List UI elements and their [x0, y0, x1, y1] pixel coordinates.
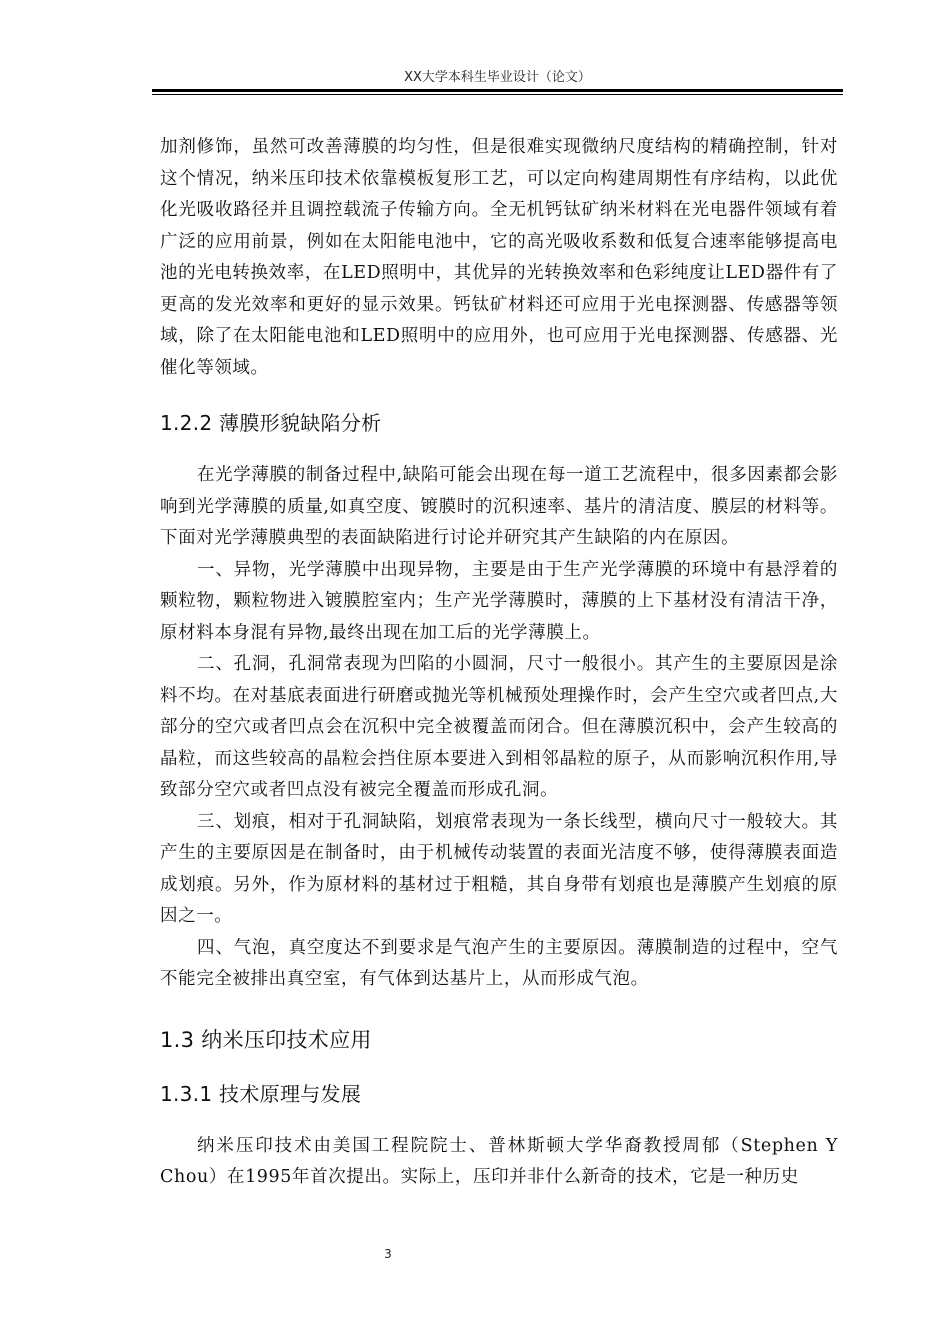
body-paragraph: 纳米压印技术由美国工程院院士、普林斯顿大学华裔教授周郁（Stephen Y Chou）在1995年首次提出。实际上，压印并非什么新奇的技术，它是一种历史	[160, 1135, 838, 1187]
body-paragraph: 二、孔洞，孔洞常表现为凹陷的小圆洞，尺寸一般很小。其产生的主要原因是涂料不均。在对基底表面进行研磨或抛光等机械预处理操作时，会产生空穴或者凹点,大部分的空穴或者凹点会在沉积中完全被覆盖而闭合。但在薄膜沉积中，会产生较高的晶粒，而这些较高的晶粒会挡住原本要进入到相邻晶粒的原子，从而影响沉积作用,导致部分空穴或者凹点没有被完全覆盖而形成孔洞。	[160, 654, 838, 800]
body-paragraph: 三、划痕，相对于孔洞缺陷，划痕常表现为一条长线型，横向尺寸一般较大。其产生的主要原因是在制备时，由于机械传动装置的表面光洁度不够，使得薄膜表面造成划痕。另外，作为原材料的基材过于粗糙，其自身带有划痕也是薄膜产生划痕的原因之一。	[160, 811, 838, 926]
running-header: XX大学本科生毕业设计（论文）	[404, 70, 591, 85]
body-paragraph: 在光学薄膜的制备过程中,缺陷可能会出现在每一道工艺流程中，很多因素都会影响到光学薄膜的质量,如真空度、镀膜时的沉积速率、基片的清洁度、膜层的材料等。下面对光学薄膜典型的表面缺陷进行讨论并研究其产生缺陷的内在原因。	[160, 465, 838, 548]
body-paragraph: 一、异物，光学薄膜中出现异物，主要是由于生产光学薄膜的环境中有悬浮着的颗粒物，颗粒物进入镀膜腔室内；生产光学薄膜时，薄膜的上下基材没有清洁干净，原材料本身混有异物,最终出现在加工后的光学薄膜上。	[160, 559, 838, 643]
section-1-2-2-heading: 1.2.2 薄膜形貌缺陷分析	[160, 411, 382, 435]
page-number: 3	[384, 1247, 392, 1261]
header-rule-thick	[152, 89, 843, 92]
intro-paragraph: 加剂修饰，虽然可改善薄膜的均匀性，但是很难实现微纳尺度结构的精确控制，针对这个情况，纳米压印技术依靠模板复形工艺，可以定向构建周期性有序结构，以此优化光吸收路径并且调控载流子传输方向。全无机钙钛矿纳米材料在光电器件领域有着广泛的应用前景，例如在太阳能电池中，它的高光吸收系数和低复合速率能够提高电池的光电转换效率，在LED照明中，其优异的光转换效率和色彩纯度让LED器件有了更高的发光效率和更好的显示效果。钙钛矿材料还可应用于光电探测器、传感器等领域，除了在太阳能电池和LED照明中的应用外，也可应用于光电探测器、传感器、光催化等领域。	[160, 137, 838, 378]
section-1-3-1-heading: 1.3.1 技术原理与发展	[160, 1081, 362, 1106]
page-body	[160, 132, 838, 1194]
header-rule-thin	[152, 94, 843, 95]
body-paragraph: 四、气泡，真空度达不到要求是气泡产生的主要原因。薄膜制造的过程中，空气不能完全被排出真空室，有气体到达基片上，从而形成气泡。	[160, 937, 838, 989]
section-1-3-heading: 1.3 纳米压印技术应用	[160, 1027, 372, 1052]
